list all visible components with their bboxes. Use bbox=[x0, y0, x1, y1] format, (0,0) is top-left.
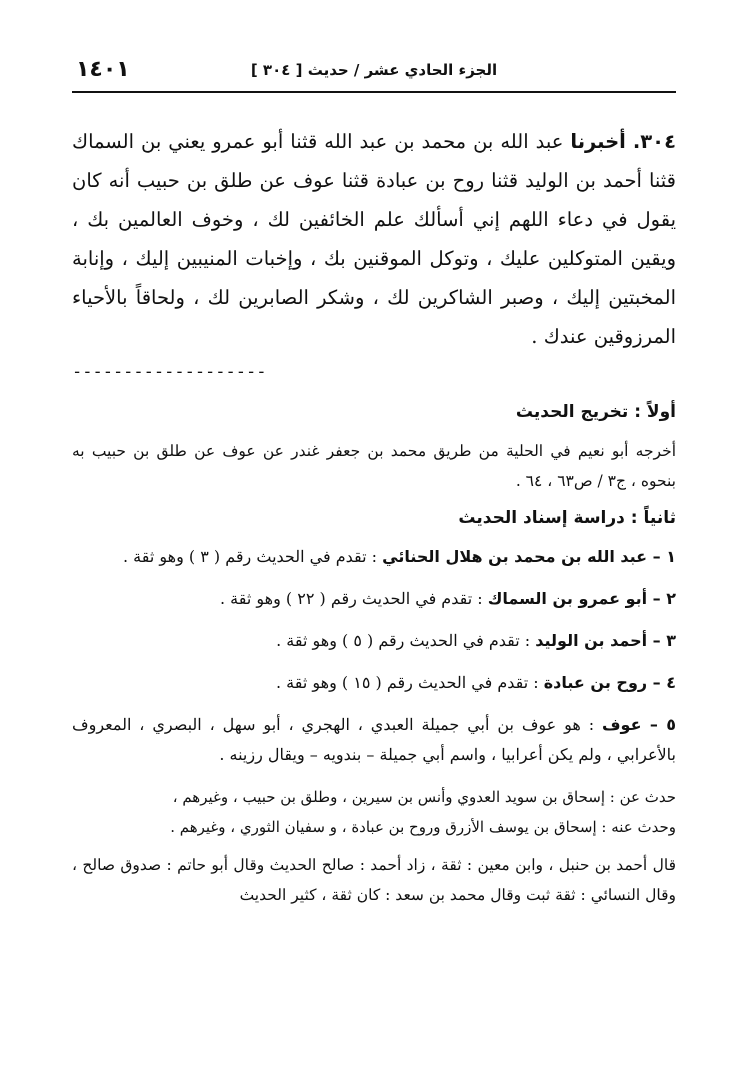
narrator-note: : تقدم في الحديث رقم ( ٥ ) وهو ثقة . bbox=[276, 631, 536, 650]
narrator-note: : تقدم في الحديث رقم ( ٣ ) وهو ثقة . bbox=[123, 547, 383, 566]
section-heading-takhrij: أولاً : تخريج الحديث bbox=[515, 402, 676, 422]
hadith-number: ٣٠٤. bbox=[632, 130, 676, 153]
page-header bbox=[72, 55, 676, 93]
narrator-number: ١ – bbox=[647, 547, 676, 566]
hadith-text bbox=[72, 122, 676, 356]
narrator-item bbox=[72, 668, 676, 698]
separator-line: ------------------- bbox=[72, 362, 267, 382]
narrator-note: : تقدم في الحديث رقم ( ٢٢ ) وهو ثقة . bbox=[219, 589, 488, 608]
takhrij-text: أخرجه أبو نعيم في الحلية من طريق محمد بن جعفر غندر عن عوف عن طلق بن حبيب به بنحوه ، ج٣ / ص٦٣ ، ٦٤ . bbox=[72, 442, 676, 490]
hadith-lead: أخبرنا bbox=[570, 130, 626, 153]
section-heading-isnad: ثانياً : دراسة إسناد الحديث bbox=[458, 508, 676, 528]
narrator-number: ٢ – bbox=[647, 589, 676, 608]
narrator-number: ٣ – bbox=[647, 631, 676, 650]
narrator-number: ٤ – bbox=[647, 673, 676, 692]
narrator-item bbox=[72, 542, 676, 572]
narrator-bio: : هو عوف بن أبي جميلة العبدي ، الهجري ، أبو سهل ، البصري ، المعروف بالأعرابي ، ولم يكن أعرابيا ، واسم أبي جميلة – بندويه – ويقال رزينه . bbox=[72, 715, 676, 764]
narrator-name: أحمد بن الوليد bbox=[535, 631, 648, 650]
teachers-text: حدث عن : إسحاق بن سويد العدوي وأنس بن سيرين ، وطلق بن حبيب ، وغيرهم ، bbox=[172, 788, 676, 806]
narrator-grading: قال أحمد بن حنبل ، وابن معين : ثقة ، زاد أحمد : صالح الحديث وقال أبو حاتم : صدوق صالح ، وقال النسائي : ثقة ثبت وقال محمد بن سعد : كان ثقة ، كثير الحديث bbox=[72, 856, 676, 904]
students-text: وحدث عنه : إسحاق بن يوسف الأزرق وروح بن عبادة ، و سفيان الثوري ، وغيرهم . bbox=[170, 818, 676, 836]
narrator-name: عبد الله بن محمد بن هلال الحنائي bbox=[382, 547, 648, 566]
narrator-teachers bbox=[72, 782, 676, 842]
narrator-note: : تقدم في الحديث رقم ( ١٥ ) وهو ثقة . bbox=[276, 673, 544, 692]
narrator-name: أبو عمرو بن السماك bbox=[487, 589, 648, 608]
page-content bbox=[72, 122, 676, 922]
narrator-item-awf bbox=[72, 710, 676, 770]
page-number: ١٤٠١ bbox=[76, 57, 130, 82]
hadith-body: عبد الله بن محمد بن عبد الله قثنا أبو عمرو يعني بن السماك قثنا أحمد بن الوليد قثنا روح بن عبادة قثنا عوف عن طلق بن حبيب أنه كان يقول في دعاء اللهم إني أسألك علم الخائفين لك ، وخوف العالمين بك ، ويقين المتوكلين عليك ، وتوكل الموقنين بك ، وإخبات المنيبين إليك ، وإنابة المخبتين إليك ، وصبر الشاكرين لك ، وشكر الصابرين لك ، ولحاقاً بالأحياء المرزوقين عندك . bbox=[72, 130, 676, 348]
narrator-item bbox=[72, 584, 676, 614]
narrator-name: عوف bbox=[601, 715, 642, 734]
running-title: الجزء الحادي عشر / حديث [ ٣٠٤ ] bbox=[250, 61, 498, 79]
narrator-name: روح بن عبادة bbox=[543, 673, 648, 692]
narrator-number: ٥ – bbox=[641, 715, 677, 734]
narrator-item bbox=[72, 626, 676, 656]
